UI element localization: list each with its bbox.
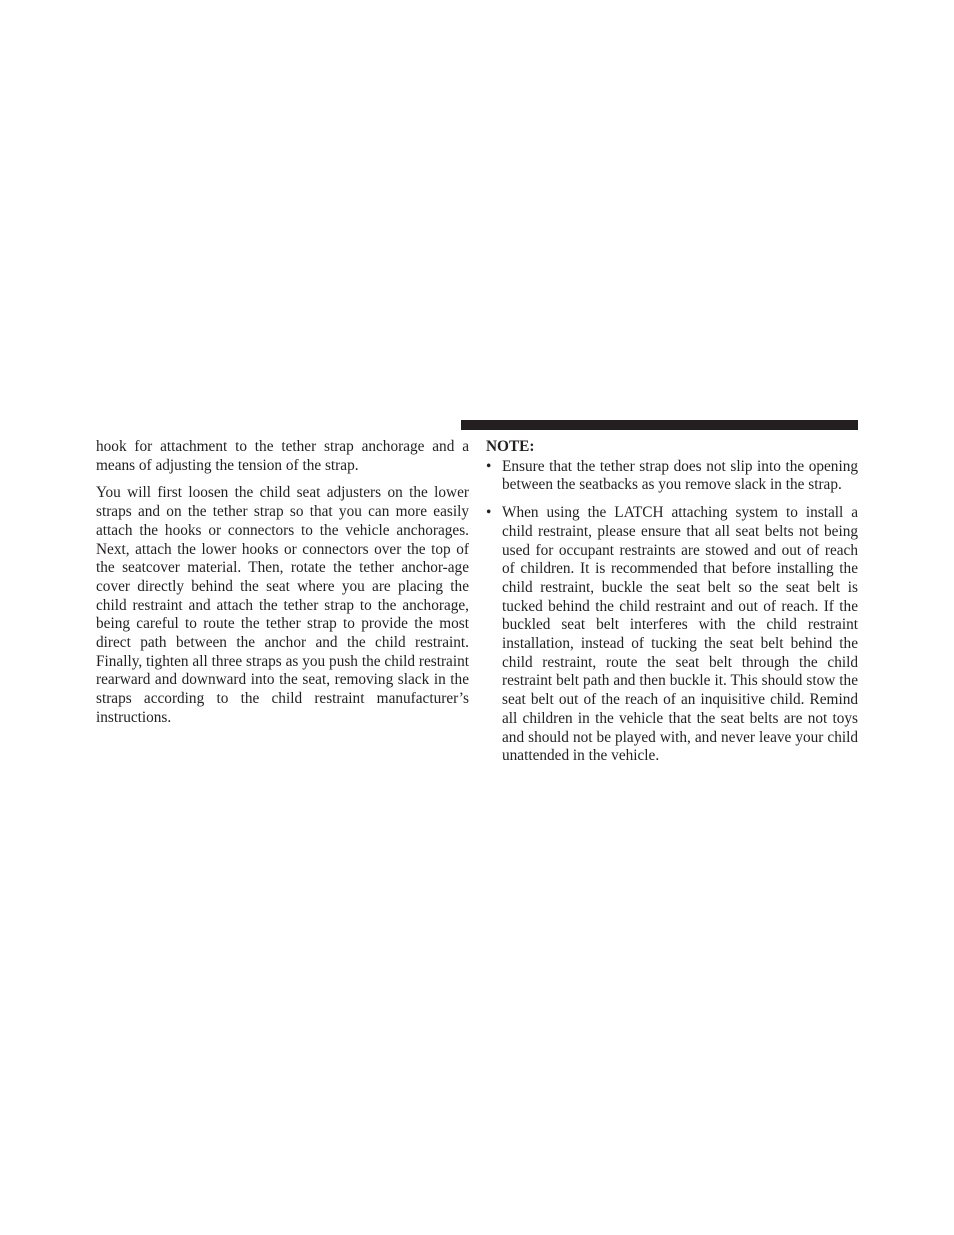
section-header-bar <box>461 420 858 430</box>
note-bullet-text: When using the LATCH attaching system to install a child restraint, please ensure that all seat belts not being used for occupant restraints are stowed and out of reach of children. It is recommended that before installing the child restraint, buckle the seat belt so the seat belt is tucked behind the child restraint and out of reach. If the buckled seat belt interferes with the child restraint installation, instead of tucking the seat belt behind the child restraint, route the seat belt through the child restraint belt path and then buckle it. This should stow the seat belt out of the reach of an inquisitive child. Remind all children in the vehicle that the seat belts are not toys and should not be played with, and never leave your child unattended in the vehicle. <box>502 504 858 765</box>
note-bullet-item <box>486 504 858 766</box>
paragraph-installation-steps: You will first loosen the child seat adjusters on the lower straps and on the tether strap so that you can more easily attach the hooks or connectors to the vehicle anchorages. Next, attach the lower hooks or connectors over the top of the seatcover material. Then, rotate the tether anchor-age cover directly behind the seat where you are placing the child restraint and attach the tether strap to the anchorage, being careful to route the tether strap to provide the most direct path between the anchor and the child restraint. Finally, tighten all three straps as you push the child restraint rearward and downward into the seat, removing slack in the straps according to the child restraint manufacturer’s instructions. <box>96 484 469 726</box>
bullet-icon: • <box>486 504 492 522</box>
left-text-column <box>96 438 469 737</box>
paragraph-continuation: hook for attachment to the tether strap anchorage and a means of adjusting the tension of the strap. <box>96 438 469 474</box>
note-bullet-text: Ensure that the tether strap does not slip into the opening between the seatbacks as you remove slack in the strap. <box>502 457 858 494</box>
note-bullet-item <box>486 458 858 495</box>
bullet-icon: • <box>486 457 492 475</box>
right-text-column <box>486 438 858 775</box>
note-label: NOTE: <box>486 438 535 455</box>
